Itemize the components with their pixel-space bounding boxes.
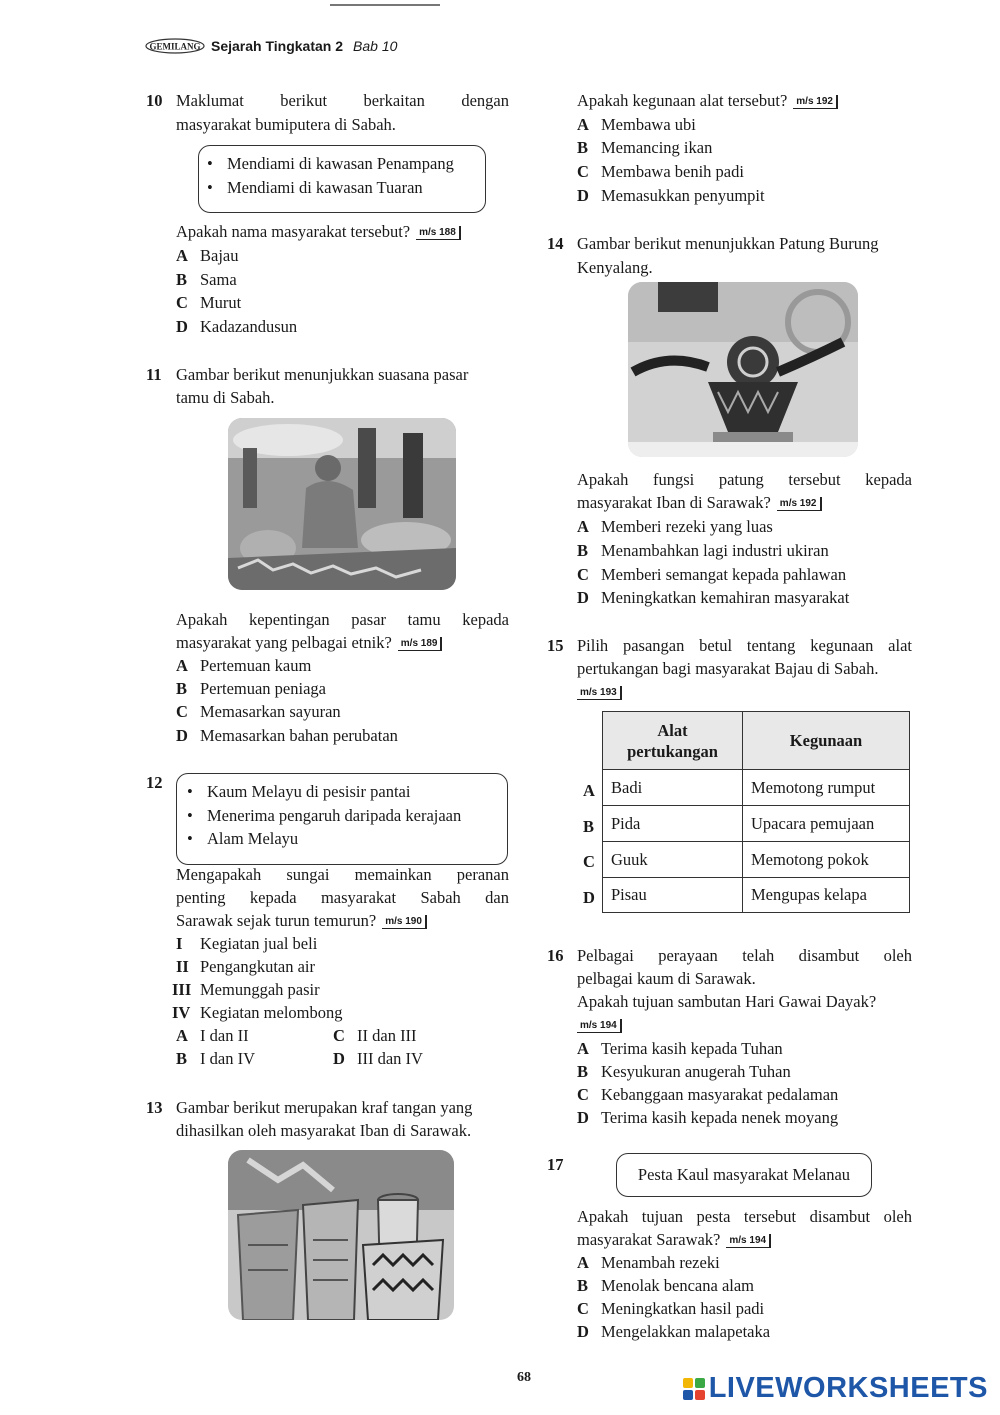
- q14-option-a[interactable]: [577, 515, 773, 539]
- q17-option-d[interactable]: [577, 1320, 770, 1344]
- tamu-market-photo: [228, 418, 456, 590]
- iban-baskets-photo: [228, 1150, 454, 1320]
- q15-page-ref: m/s 193: [577, 686, 622, 700]
- option-letter: C: [176, 293, 188, 312]
- option-text: Meningkatkan kemahiran masyarakat: [601, 588, 850, 607]
- q10-option-d[interactable]: [176, 315, 297, 339]
- q15-table: [602, 711, 910, 913]
- q11-stem-2: tamu di Sabah.: [176, 388, 275, 407]
- option-text: Menolak bencana alam: [601, 1276, 755, 1295]
- q12-option-d[interactable]: [333, 1047, 423, 1071]
- q10-question-text: Apakah nama masyarakat tersebut?: [176, 222, 411, 241]
- q15-stem-2: pertukangan bagi masyarakat Bajau di Sabah.: [577, 659, 879, 678]
- q12-number: 12: [146, 773, 163, 792]
- roman-numeral: I: [176, 934, 183, 953]
- q11-option-a[interactable]: [176, 654, 311, 678]
- q15-page-ref-line: [571, 680, 622, 704]
- use-cell: Upacara pemujaan: [743, 806, 910, 842]
- q15-header-tool: [603, 712, 743, 770]
- q12-item-3: [172, 978, 320, 1002]
- watermark-text: LIVEWORKSHEETS: [708, 1372, 988, 1404]
- q14-stem-2: Kenyalang.: [577, 258, 653, 277]
- tool-cell: Badi: [603, 770, 743, 806]
- q12-item-1: [176, 932, 317, 956]
- q11-question-1: Apakah kepentingan pasar tamu kepada: [176, 610, 509, 629]
- option-text: Menambah rezeki: [601, 1253, 720, 1272]
- q11-number: 11: [146, 365, 162, 384]
- option-text: Meningkatkan hasil padi: [601, 1299, 765, 1318]
- q13-question: [577, 89, 838, 113]
- q16-option-d[interactable]: [577, 1106, 838, 1130]
- roman-numeral: IV: [172, 1003, 191, 1022]
- roman-numeral: III: [172, 980, 192, 999]
- item-text: Memunggah pasir: [200, 980, 320, 999]
- q17-question-2: [577, 1228, 771, 1252]
- q16-page-ref-line: [571, 1013, 622, 1037]
- tool-cell: Pida: [603, 806, 743, 842]
- use-cell: Memotong rumput: [743, 770, 910, 806]
- tool-cell: Guuk: [603, 842, 743, 878]
- option-letter: D: [176, 317, 188, 336]
- q13-option-a[interactable]: [577, 113, 696, 137]
- q12-bullet-2: • Menerima pengaruh daripada kerajaan: [207, 804, 507, 828]
- q10-info-box: [198, 145, 486, 213]
- option-text: I dan II: [200, 1026, 249, 1045]
- q11-question-2-text: masyarakat yang pelbagai etnik?: [176, 633, 392, 652]
- option-letter: D: [577, 588, 589, 607]
- q17-number: 17: [547, 1155, 564, 1174]
- q10-option-b[interactable]: [176, 268, 237, 292]
- q12-bullet-2-cont: • Alam Melayu: [207, 827, 507, 851]
- option-text: Terima kasih kepada nenek moyang: [601, 1108, 839, 1127]
- q10-question: [176, 220, 461, 244]
- q13-number: 13: [146, 1098, 163, 1117]
- q17-question-1: Apakah tujuan pesta tersebut disambut oleh: [577, 1207, 912, 1226]
- q13-option-b[interactable]: [577, 136, 712, 160]
- liveworksheets-watermark[interactable]: [683, 1372, 988, 1405]
- q16-number: 16: [547, 946, 564, 965]
- q12-page-ref: m/s 190: [382, 915, 427, 929]
- q15-row-a[interactable]: [603, 770, 910, 806]
- option-letter: C: [333, 1026, 345, 1045]
- q15-letter-c: C: [583, 852, 595, 871]
- q17-option-c[interactable]: [577, 1297, 764, 1321]
- page-header: [145, 38, 397, 54]
- q17-option-b[interactable]: [577, 1274, 754, 1298]
- option-text: Memancing ikan: [601, 138, 713, 157]
- q12-info-box: [176, 773, 508, 865]
- q13-stem-1: Gambar berikut merupakan kraf tangan yang: [176, 1098, 473, 1117]
- item-text: Kegiatan melombong: [200, 1003, 343, 1022]
- chapter-label: Bab 10: [353, 38, 398, 54]
- option-letter: A: [577, 517, 589, 536]
- option-letter: A: [176, 1026, 188, 1045]
- q15-row-c[interactable]: [603, 842, 910, 878]
- option-letter: B: [577, 1062, 589, 1081]
- option-text: Kadazandusun: [200, 317, 298, 336]
- tool-cell: Pisau: [603, 878, 743, 913]
- option-letter: C: [577, 1085, 589, 1104]
- use-cell: Memotong pokok: [743, 842, 910, 878]
- option-text: Kesyukuran anugerah Tuhan: [601, 1062, 791, 1081]
- option-text: Pertemuan kaum: [200, 656, 312, 675]
- option-text: Mengelakkan malapetaka: [601, 1322, 771, 1341]
- q12-item-4: [172, 1001, 343, 1025]
- q16-stem-2: pelbagai kaum di Sarawak.: [577, 969, 756, 988]
- q10-number: 10: [146, 91, 163, 110]
- q16-stem-1: Pelbagai perayaan telah disambut oleh: [577, 946, 912, 965]
- q10-stem-2: masyarakat bumiputera di Sabah.: [176, 115, 396, 134]
- q10-stem-1: Maklumat berikut berkaitan dengan: [176, 91, 509, 110]
- option-letter: D: [577, 186, 589, 205]
- q11-option-c[interactable]: [176, 700, 341, 724]
- option-text: Memberi rezeki yang luas: [601, 517, 773, 536]
- q12-stem-3: [176, 909, 427, 933]
- q12-item-2: [176, 955, 315, 979]
- option-text: Sama: [200, 270, 237, 289]
- option-letter: B: [176, 679, 188, 698]
- q14-stem-1: Gambar berikut menunjukkan Patung Burung: [577, 234, 879, 253]
- q17-question-2-text: masyarakat Sarawak?: [577, 1230, 721, 1249]
- roman-numeral: II: [176, 957, 189, 976]
- q10-bullet-2: • Mendiami di kawasan Tuaran: [227, 176, 485, 200]
- q10-option-a[interactable]: [176, 244, 239, 268]
- q12-bullet-1: • Kaum Melayu di pesisir pantai: [207, 780, 507, 804]
- q14-page-ref: m/s 192: [777, 497, 822, 511]
- q15-header-use: Kegunaan: [743, 712, 910, 770]
- q15-letter-d: D: [583, 888, 595, 907]
- option-text: Memasarkan bahan perubatan: [200, 726, 398, 745]
- q14-option-b[interactable]: [577, 539, 829, 563]
- use-cell: Mengupas kelapa: [743, 878, 910, 913]
- q13-option-c[interactable]: [577, 160, 744, 184]
- option-letter: A: [577, 115, 589, 134]
- q16-option-a[interactable]: [577, 1037, 783, 1061]
- option-text: Membawa ubi: [601, 115, 696, 134]
- q16-option-b[interactable]: [577, 1060, 791, 1084]
- option-text: III dan IV: [357, 1049, 423, 1068]
- q10-page-ref: m/s 188: [416, 226, 461, 240]
- option-letter: B: [577, 1276, 589, 1295]
- q14-option-c[interactable]: [577, 563, 846, 587]
- q16-page-ref: m/s 194: [577, 1019, 622, 1033]
- q12-option-a[interactable]: [176, 1024, 249, 1048]
- option-letter: B: [176, 1049, 188, 1068]
- q15-letter-b: B: [583, 817, 595, 836]
- q15-row-d[interactable]: [603, 878, 910, 913]
- option-letter: A: [577, 1039, 589, 1058]
- option-letter: A: [577, 1253, 589, 1272]
- q14-question-2: [577, 491, 822, 515]
- option-text: Menambahkan lagi industri ukiran: [601, 541, 829, 560]
- liveworksheets-logo-icon: [683, 1378, 705, 1400]
- q15-header-tool-line-2: pertukangan: [627, 741, 718, 761]
- option-letter: B: [577, 541, 589, 560]
- logo-text: GEMILANG: [149, 41, 201, 52]
- q11-stem-1: Gambar berikut menunjukkan suasana pasar: [176, 365, 469, 384]
- q15-stem-1: Pilih pasangan betul tentang kegunaan alat: [577, 636, 912, 655]
- option-letter: A: [176, 656, 188, 675]
- q15-row-b[interactable]: [603, 806, 910, 842]
- option-text: Terima kasih kepada Tuhan: [601, 1039, 783, 1058]
- option-letter: C: [577, 1299, 589, 1318]
- top-rule: [330, 4, 440, 6]
- option-text: II dan III: [357, 1026, 417, 1045]
- q12-option-b[interactable]: [176, 1047, 255, 1071]
- q16-option-c[interactable]: [577, 1083, 838, 1107]
- option-text: Memberi semangat kepada pahlawan: [601, 565, 847, 584]
- q14-question-1: Apakah fungsi patung tersebut kepada: [577, 470, 912, 489]
- q11-option-b[interactable]: [176, 677, 326, 701]
- kenyalang-statue-photo: [628, 282, 858, 457]
- q15-number: 15: [547, 636, 564, 655]
- book-title: Sejarah Tingkatan 2: [211, 38, 344, 54]
- option-text: Bajau: [200, 246, 239, 265]
- item-text: Kegiatan jual beli: [200, 934, 318, 953]
- option-text: Pertemuan peniaga: [200, 679, 326, 698]
- option-letter: D: [577, 1322, 589, 1341]
- q15-header-tool-line-1: Alat: [657, 720, 688, 740]
- q12-option-c[interactable]: [333, 1024, 417, 1048]
- q12-stem-1: Mengapakah sungai memainkan peranan: [176, 865, 509, 884]
- option-letter: B: [176, 270, 188, 289]
- option-letter: D: [577, 1108, 589, 1127]
- q17-page-ref: m/s 194: [726, 1234, 771, 1248]
- option-text: Memasarkan sayuran: [200, 702, 341, 721]
- q17-option-a[interactable]: [577, 1251, 720, 1275]
- q15-letter-a: A: [583, 781, 595, 800]
- q12-stem-3-text: Sarawak sejak turun temurun?: [176, 911, 377, 930]
- q16-question: Apakah tujuan sambutan Hari Gawai Dayak?: [577, 992, 877, 1011]
- q13-question-text: Apakah kegunaan alat tersebut?: [577, 91, 788, 110]
- option-text: Membawa benih padi: [601, 162, 744, 181]
- q12-stem-2: penting kepada masyarakat Sabah dan: [176, 888, 509, 907]
- page-number: 68: [517, 1370, 531, 1385]
- q14-question-2-text: masyarakat Iban di Sarawak?: [577, 493, 771, 512]
- q10-bullet-1: • Mendiami di kawasan Penampang: [227, 152, 485, 176]
- option-letter: C: [577, 565, 589, 584]
- q11-option-d[interactable]: [176, 724, 398, 748]
- gemilang-logo-icon: [145, 38, 205, 54]
- q13-option-d[interactable]: [577, 184, 765, 208]
- item-text: Pengangkutan air: [200, 957, 316, 976]
- option-letter: C: [577, 162, 589, 181]
- q13-stem-2: dihasilkan oleh masyarakat Iban di Sarawak.: [176, 1121, 472, 1140]
- option-text: Memasukkan penyumpit: [601, 186, 765, 205]
- option-text: I dan IV: [200, 1049, 255, 1068]
- q11-page-ref: m/s 189: [398, 637, 443, 651]
- option-letter: D: [333, 1049, 345, 1068]
- option-letter: D: [176, 726, 188, 745]
- option-letter: C: [176, 702, 188, 721]
- q14-option-d[interactable]: [577, 586, 849, 610]
- option-text: Kebanggaan masyarakat pedalaman: [601, 1085, 839, 1104]
- option-text: Murut: [200, 293, 242, 312]
- option-letter: B: [577, 138, 589, 157]
- q17-box-text: Pesta Kaul masyarakat Melanau: [637, 1165, 851, 1184]
- option-letter: A: [176, 246, 188, 265]
- q10-option-c[interactable]: [176, 291, 241, 315]
- q11-question-2: [176, 631, 442, 655]
- q14-number: 14: [547, 234, 564, 253]
- q17-info-box: [616, 1153, 872, 1197]
- q13-page-ref: m/s 192: [793, 95, 838, 109]
